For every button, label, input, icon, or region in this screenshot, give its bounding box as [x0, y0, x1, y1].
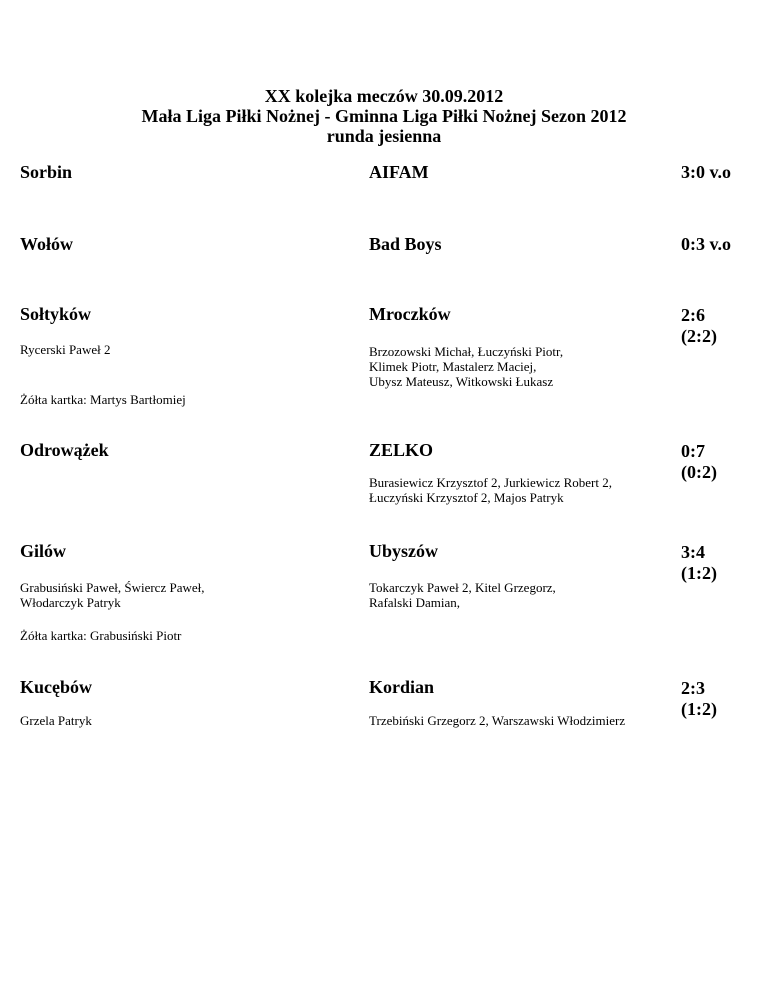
- home-team: Sołtyków: [20, 304, 92, 324]
- home-team: Sorbin: [20, 162, 73, 182]
- scorer-line: Grzela Patryk: [20, 713, 92, 728]
- home-team: Gilów: [20, 541, 67, 561]
- page-header: [0, 86, 768, 146]
- away-scorers: [369, 344, 563, 389]
- final-score: 3:4: [681, 542, 705, 562]
- scorer-line: Rycerski Paweł 2: [20, 342, 111, 357]
- home-scorers: [20, 342, 110, 357]
- scorer-line: Włodarczyk Patryk: [20, 595, 121, 610]
- away-team: Mroczków: [369, 304, 451, 324]
- round-title: XX kolejka meczów 30.09.2012: [264, 86, 504, 106]
- away-team: ZELKO: [369, 440, 434, 460]
- final-score: 0:3 v.o: [681, 234, 732, 254]
- scorer-line: Brzozowski Michał, Łuczyński Piotr,: [369, 344, 564, 359]
- scorer-line: Ubysz Mateusz, Witkowski Łukasz: [369, 374, 554, 389]
- away-scorers: [369, 475, 612, 505]
- home-team: Odrowążek: [20, 440, 109, 460]
- home-scorers: [20, 580, 205, 610]
- away-scorers: [369, 580, 556, 610]
- league-title: Mała Liga Piłki Nożnej - Gminna Liga Piłki Nożnej Sezon 2012: [141, 106, 627, 126]
- scorer-line: Trzebiński Grzegorz 2, Warszawski Włodzimierz: [369, 713, 626, 728]
- halftime-score: (1:2): [681, 563, 717, 583]
- halftime-score: (1:2): [681, 699, 717, 719]
- final-score: 0:7: [681, 441, 705, 461]
- halftime-score: (0:2): [681, 462, 717, 482]
- final-score: 2:3: [681, 678, 705, 698]
- season-subtitle: runda jesienna: [326, 126, 442, 146]
- yellow-card: Żółta kartka: Grabusiński Piotr: [20, 628, 182, 643]
- scorer-line: Łuczyński Krzysztof 2, Majos Patryk: [369, 490, 564, 505]
- home-team: Kucębów: [20, 677, 92, 697]
- home-scorers: [20, 713, 92, 728]
- scorer-line: Tokarczyk Paweł 2, Kitel Grzegorz,: [369, 580, 556, 595]
- away-team: Kordian: [369, 677, 435, 697]
- home-team: Wołów: [20, 234, 74, 254]
- away-team: Ubyszów: [369, 541, 439, 561]
- scorer-line: Grabusiński Paweł, Świercz Paweł,: [20, 580, 205, 595]
- match-score: [681, 162, 731, 183]
- away-team: Bad Boys: [369, 234, 442, 254]
- final-score: 2:6: [681, 305, 705, 325]
- match-score: [681, 234, 731, 255]
- scorer-line: Rafalski Damian,: [369, 595, 460, 610]
- away-team: AIFAM: [369, 162, 429, 182]
- match-score: [681, 542, 717, 584]
- final-score: 3:0 v.o: [681, 162, 732, 182]
- scorer-line: Klimek Piotr, Mastalerz Maciej,: [369, 359, 537, 374]
- scorer-line: Burasiewicz Krzysztof 2, Jurkiewicz Robert 2,: [369, 475, 612, 490]
- halftime-score: (2:2): [681, 326, 717, 346]
- yellow-card: Żółta kartka: Martys Bartłomiej: [20, 392, 186, 407]
- away-scorers: [369, 713, 625, 728]
- match-score: [681, 678, 717, 720]
- match-score: [681, 441, 717, 483]
- match-score: [681, 305, 717, 347]
